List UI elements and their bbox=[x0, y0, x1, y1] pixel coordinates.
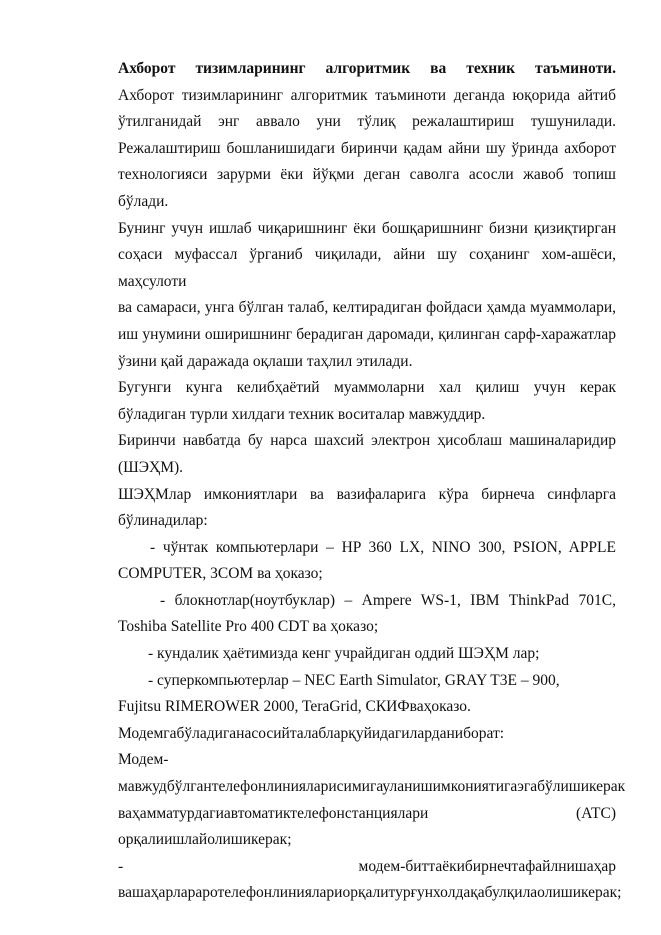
text-line: Модемгабўладиганасосийталабларқуйидагиларданиборат: bbox=[118, 724, 505, 742]
text-line: иш унумини оширишнинг берадиган даромади, қилинган сарф-харажатлар bbox=[118, 325, 616, 343]
text-segment: (АТС) bbox=[576, 804, 616, 822]
text-line: вашаҳарлараротелефонлиниялариорқалитурғунхолдақабулқилаолишикерак; bbox=[118, 884, 622, 902]
text-line-split bbox=[118, 854, 616, 881]
text-line: соҳаси муфассал ўрганиб чиқилади, айни шу соҳанинг хом-ашёси, маҳсулоти bbox=[118, 246, 616, 290]
list-item-line: Fujitsu RIMEROWER 2000, TeraGrid, СКИФваҳоказо. bbox=[118, 698, 471, 716]
text-line: (ШЭҲМ). bbox=[118, 458, 184, 476]
text-line: технологияси зарурми ёки йўқми деган саволга асосли жавоб топиш бўлади. bbox=[118, 166, 616, 210]
list-item-line: - чўнтак компьютерлари – HP 360 LX, NINO 300, PSION, APPLE bbox=[150, 538, 616, 556]
list-item-line: Toshiba Satellite Pro 400 CDT ва ҳоказо; bbox=[118, 618, 379, 636]
list-item-line: - блокнотлар(ноутбуклар) – Ampere WS-1, IBM ThinkPad 701C, bbox=[160, 591, 616, 609]
text-line: ўзини қай даражада оқлаши таҳлил этилади. bbox=[118, 352, 413, 370]
list-item-line: COMPUTER, 3COM ва ҳоказо; bbox=[118, 565, 323, 583]
text-line: Модем- bbox=[118, 751, 169, 769]
text-line-split bbox=[118, 801, 616, 828]
text-line: бўлинадилар: bbox=[118, 512, 208, 530]
text-line: орқалиишлайолишикерак; bbox=[118, 831, 292, 849]
text-line: ва самараси, унга бўлган талаб, келтирадиган фойдаси ҳамда муаммолари, bbox=[118, 299, 616, 317]
text-segment: модем-биттаёкибирнечтафайлнишаҳар bbox=[358, 857, 616, 875]
text-line: ШЭҲМлар имкониятлари ва вазифаларига кўра бирнеча синфларга bbox=[118, 485, 616, 503]
text-segment: ваҳамматурдагиавтоматиктелефонстанциялари bbox=[118, 804, 429, 822]
list-item-line: - суперкомпьютерлар – NEC Earth Simulator, GRAY T3E – 900, bbox=[148, 671, 560, 689]
text-line: бўладиган турли хилдаги техник воситалар мавжуддир. bbox=[118, 405, 486, 423]
text-line: Режалаштириш бошланишидаги биринчи қадам айни шу ўринда ахборот bbox=[118, 139, 616, 157]
text-line: Бугунги кунга келибҳаётий муаммоларни хал қилиш учун керак bbox=[118, 379, 616, 397]
text-line: мавжудбўлгантелефонлинияларисимигауланишимкониятигаэгабўлишикерак bbox=[118, 778, 626, 796]
text-segment: - bbox=[118, 857, 124, 875]
text-line: Ахборот тизимларининг алгоритмик таъминоти деганда юқорида айтиб bbox=[118, 86, 616, 104]
document-body bbox=[118, 56, 626, 907]
text-line: Бунинг учун ишлаб чиқаришнинг ёки бошқаришнинг бизни қизиқтирган bbox=[118, 219, 616, 237]
text-line: Биринчи навбатда бу нарса шахсий электрон ҳисоблаш машиналаридир bbox=[118, 432, 616, 450]
list-item-line: - кундалик ҳаётимизда кенг учрайдиган оддий ШЭҲМ лар; bbox=[148, 645, 540, 663]
section-heading: Ахборот тизимларининг алгоритмик ва техник таъминоти. bbox=[118, 60, 616, 77]
text-line: ўтилганидай энг аввало уни тўлиқ режалаштириш тушунилади. bbox=[118, 113, 616, 131]
